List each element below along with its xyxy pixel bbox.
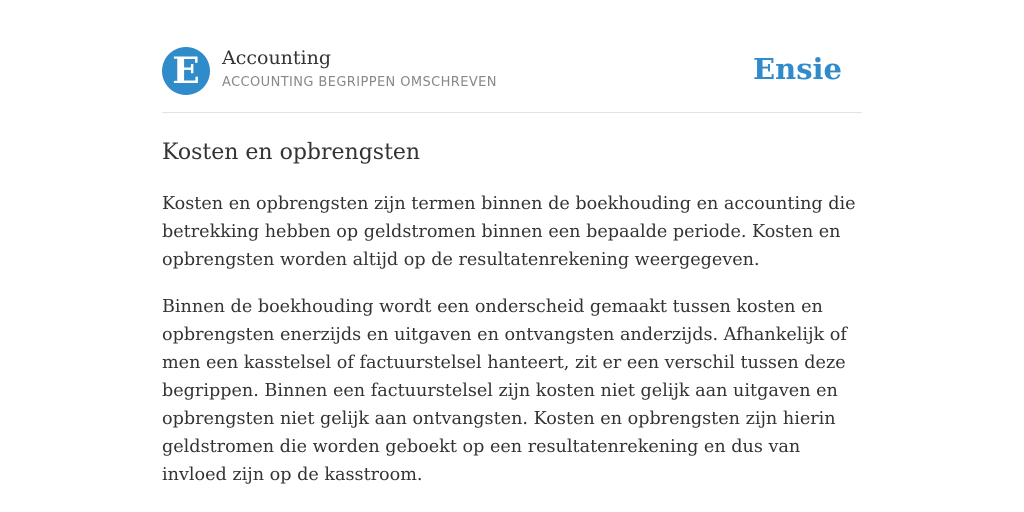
content-container: [162, 0, 862, 489]
site-header: [162, 0, 862, 113]
site-logo[interactable]: E: [162, 47, 210, 95]
site-subtitle: ACCOUNTING BEGRIPPEN OMSCHREVEN: [222, 75, 497, 90]
site-title[interactable]: Accounting: [222, 47, 332, 69]
article-paragraph: Kosten en opbrengsten zijn termen binnen de boekhouding en accounting die betrekking hebben op geldstromen binnen een bepaalde periode. Kosten en opbrengsten worden altijd op de resultatenrekening weergegeven.: [162, 194, 856, 270]
brand-logo[interactable]: Ensie: [753, 52, 842, 86]
article-paragraph: Binnen de boekhouding wordt een onderscheid gemaakt tussen kosten en opbrengsten enerzijds en uitgaven en ontvangsten anderzijds. Afhankelijk of men een kasstelsel of factuurstelsel hanteert, zit er een verschil tussen deze begrippen. Binnen een factuurstelsel zijn kosten niet gelijk aan uitgaven en opbrengsten niet gelijk aan ontvangsten. Kosten en opbrengsten zijn hierin geldstromen die worden geboekt op een resultatenrekening en dus van invloed zijn op de kasstroom.: [162, 297, 847, 485]
article-title: Kosten en opbrengsten: [162, 140, 421, 165]
